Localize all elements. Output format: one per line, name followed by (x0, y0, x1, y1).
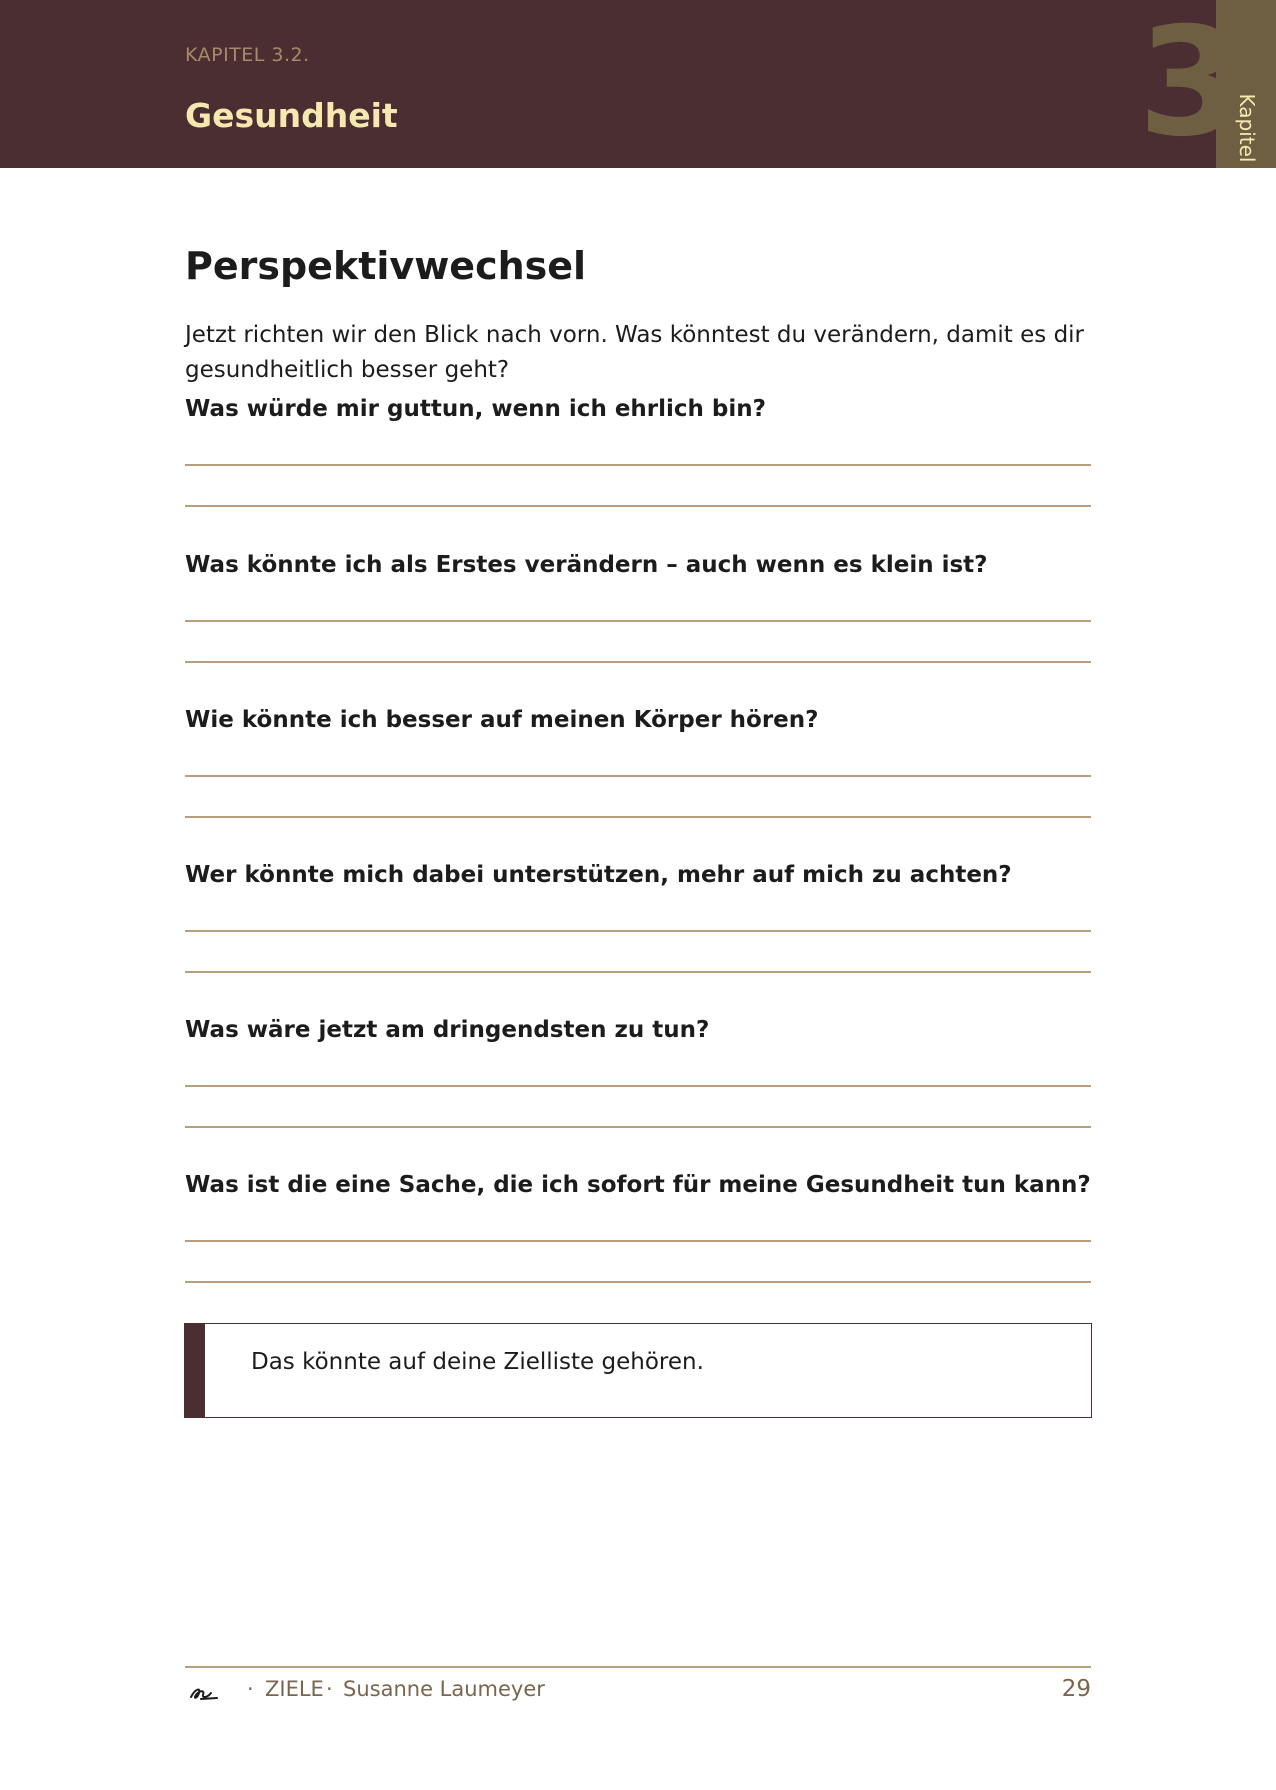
question-text: Was wäre jetzt am dringendsten zu tun? (185, 1017, 710, 1043)
answer-line[interactable] (185, 816, 1091, 818)
question-block (185, 396, 1091, 432)
footer-separator: · (247, 1677, 254, 1701)
question-text: Wie könnte ich besser auf meinen Körper hören? (185, 707, 819, 733)
callout-text: Das könnte auf deine Zielliste gehören. (251, 1349, 704, 1375)
chapter-title: Gesundheit (185, 96, 398, 135)
footer-author: Susanne Laumeyer (343, 1677, 545, 1701)
question-text: Was würde mir guttun, wenn ich ehrlich bin? (185, 396, 766, 422)
question-block (185, 862, 1091, 898)
page-number: 29 (1061, 1676, 1091, 1702)
answer-line[interactable] (185, 1126, 1091, 1128)
answer-line[interactable] (185, 930, 1091, 932)
answer-line[interactable] (185, 661, 1091, 663)
answer-line[interactable] (185, 505, 1091, 507)
answer-line[interactable] (185, 464, 1091, 466)
callout-accent-bar (185, 1324, 205, 1417)
question-block (185, 1017, 1091, 1053)
section-intro: Jetzt richten wir den Blick nach vorn. Was könntest du verändern, damit es dir gesundheitlich besser geht? (185, 322, 1085, 383)
answer-line[interactable] (185, 620, 1091, 622)
goal-list-callout (184, 1323, 1092, 1418)
page-footer (185, 1677, 1091, 1707)
question-block (185, 552, 1091, 588)
answer-line[interactable] (185, 1085, 1091, 1087)
footer-separator: · (326, 1677, 333, 1701)
question-block (185, 707, 1091, 743)
answer-line[interactable] (185, 775, 1091, 777)
question-text: Wer könnte mich dabei unterstützen, mehr auf mich zu achten? (185, 862, 1012, 888)
section-title: Perspektivwechsel (185, 244, 587, 288)
answer-line[interactable] (185, 1281, 1091, 1283)
chapter-side-label: Kapitel (1235, 93, 1259, 163)
question-block (185, 1172, 1091, 1208)
signature-logo-icon (187, 1677, 221, 1707)
question-text: Was könnte ich als Erstes verändern – auch wenn es klein ist? (185, 552, 988, 578)
chapter-header (0, 0, 1276, 168)
chapter-label: KAPITEL 3.2. (185, 44, 310, 66)
answer-line[interactable] (185, 971, 1091, 973)
question-text: Was ist die eine Sache, die ich sofort für meine Gesundheit tun kann? (185, 1172, 1091, 1198)
answer-line[interactable] (185, 1240, 1091, 1242)
footer-divider (185, 1666, 1091, 1668)
footer-series: ZIELE (265, 1677, 324, 1701)
chapter-number: 3 (1138, 0, 1239, 170)
